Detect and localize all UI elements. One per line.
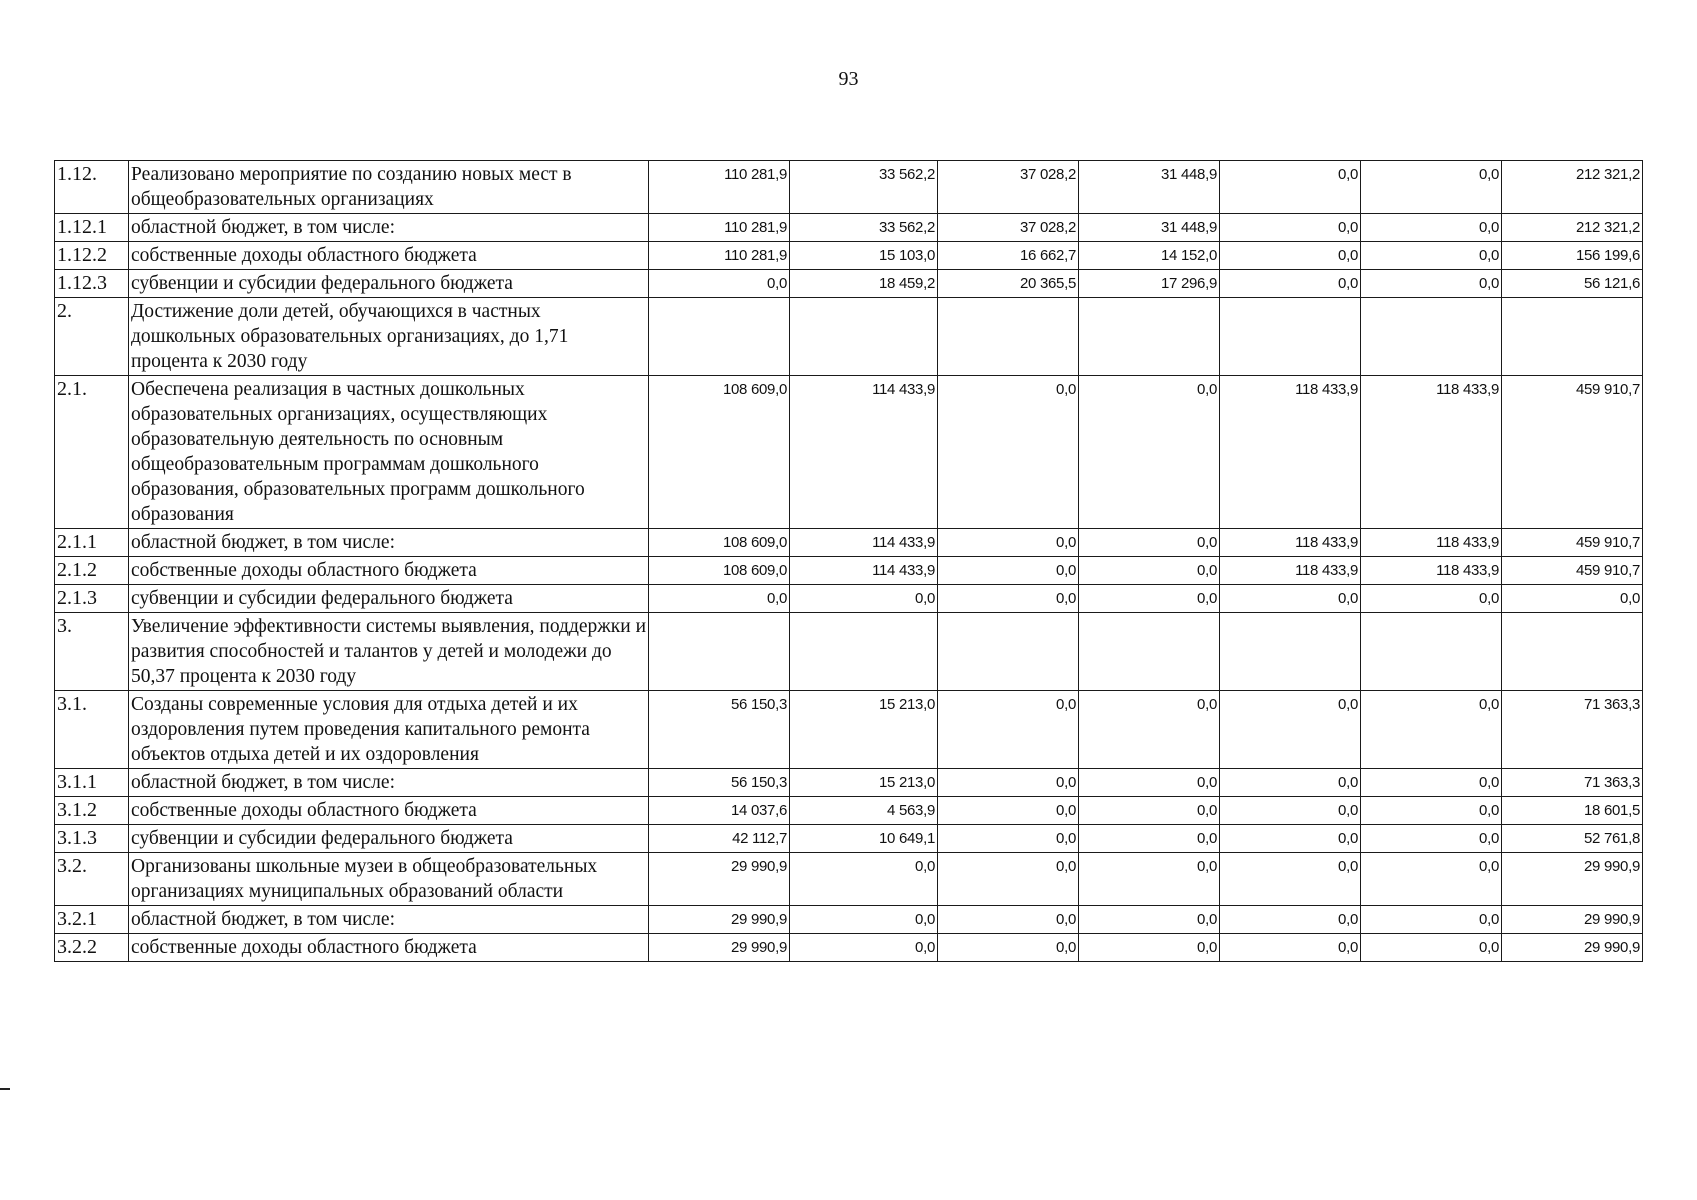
value-cell: 0,0 [649, 585, 790, 613]
budget-table [54, 160, 1643, 962]
value-cell: 0,0 [1079, 557, 1220, 585]
table-row [55, 529, 1643, 557]
value-cell: 14 152,0 [1079, 242, 1220, 270]
value-cell: 42 112,7 [649, 825, 790, 853]
value-cell: 110 281,9 [649, 161, 790, 214]
table-row [55, 825, 1643, 853]
value-cell: 118 433,9 [1361, 376, 1502, 529]
value-cell: 0,0 [938, 853, 1079, 906]
table-row [55, 242, 1643, 270]
value-cell: 0,0 [1220, 769, 1361, 797]
row-description: Реализовано мероприятие по созданию новых мест в общеобразовательных организациях [129, 161, 649, 214]
value-cell: 0,0 [938, 769, 1079, 797]
row-code: 3.2. [55, 853, 129, 906]
row-description: Созданы современные условия для отдыха детей и их оздоровления путем проведения капитального ремонта объектов отдыха детей и их оздоровления [129, 691, 649, 769]
row-code: 1.12. [55, 161, 129, 214]
value-cell: 0,0 [1220, 853, 1361, 906]
row-description: областной бюджет, в том числе: [129, 906, 649, 934]
value-cell: 0,0 [1220, 242, 1361, 270]
row-code: 1.12.3 [55, 270, 129, 298]
row-description: собственные доходы областного бюджета [129, 934, 649, 962]
table-row [55, 585, 1643, 613]
value-cell: 29 990,9 [649, 906, 790, 934]
value-cell: 0,0 [1079, 934, 1220, 962]
value-cell: 56 121,6 [1502, 270, 1643, 298]
value-cell: 459 910,7 [1502, 529, 1643, 557]
value-cell: 29 990,9 [1502, 906, 1643, 934]
value-cell: 4 563,9 [790, 797, 938, 825]
row-description: Достижение доли детей, обучающихся в частных дошкольных образовательных организациях, до 1,71 процента к 2030 году [129, 298, 649, 376]
value-cell: 108 609,0 [649, 529, 790, 557]
value-cell: 0,0 [938, 376, 1079, 529]
value-cell: 15 213,0 [790, 691, 938, 769]
table-row [55, 298, 1643, 376]
value-cell [649, 613, 790, 691]
value-cell: 118 433,9 [1220, 529, 1361, 557]
value-cell: 0,0 [938, 529, 1079, 557]
value-cell: 118 433,9 [1220, 557, 1361, 585]
value-cell: 110 281,9 [649, 242, 790, 270]
value-cell: 37 028,2 [938, 161, 1079, 214]
row-code: 2.1.3 [55, 585, 129, 613]
value-cell: 0,0 [1079, 853, 1220, 906]
value-cell: 14 037,6 [649, 797, 790, 825]
value-cell [1220, 613, 1361, 691]
value-cell: 37 028,2 [938, 214, 1079, 242]
value-cell: 0,0 [1361, 270, 1502, 298]
value-cell: 0,0 [790, 906, 938, 934]
value-cell: 0,0 [1220, 691, 1361, 769]
row-code: 3.1. [55, 691, 129, 769]
value-cell: 110 281,9 [649, 214, 790, 242]
row-description: собственные доходы областного бюджета [129, 557, 649, 585]
row-code: 3. [55, 613, 129, 691]
table-row [55, 797, 1643, 825]
value-cell: 0,0 [1220, 270, 1361, 298]
value-cell: 0,0 [1220, 585, 1361, 613]
value-cell: 0,0 [1361, 825, 1502, 853]
value-cell: 56 150,3 [649, 691, 790, 769]
value-cell: 29 990,9 [649, 853, 790, 906]
value-cell [1502, 298, 1643, 376]
value-cell: 18 459,2 [790, 270, 938, 298]
value-cell: 118 433,9 [1361, 557, 1502, 585]
value-cell: 0,0 [1361, 214, 1502, 242]
value-cell [1079, 613, 1220, 691]
row-description: Увеличение эффективности системы выявления, поддержки и развития способностей и талантов у детей и молодежи до 50,37 процента к 2030 году [129, 613, 649, 691]
value-cell: 0,0 [1220, 906, 1361, 934]
value-cell: 0,0 [1079, 529, 1220, 557]
row-description: собственные доходы областного бюджета [129, 242, 649, 270]
value-cell: 0,0 [1361, 242, 1502, 270]
value-cell: 0,0 [790, 585, 938, 613]
row-description: областной бюджет, в том числе: [129, 529, 649, 557]
value-cell [790, 613, 938, 691]
value-cell: 71 363,3 [1502, 691, 1643, 769]
row-description: собственные доходы областного бюджета [129, 797, 649, 825]
value-cell: 114 433,9 [790, 557, 938, 585]
value-cell: 459 910,7 [1502, 376, 1643, 529]
value-cell: 16 662,7 [938, 242, 1079, 270]
value-cell [790, 298, 938, 376]
value-cell [938, 298, 1079, 376]
value-cell [1361, 298, 1502, 376]
value-cell: 0,0 [1361, 797, 1502, 825]
value-cell: 108 609,0 [649, 557, 790, 585]
page-number: 93 [838, 68, 859, 90]
value-cell: 33 562,2 [790, 214, 938, 242]
row-code: 3.1.2 [55, 797, 129, 825]
value-cell: 56 150,3 [649, 769, 790, 797]
value-cell: 31 448,9 [1079, 161, 1220, 214]
table-row [55, 376, 1643, 529]
table-row [55, 613, 1643, 691]
value-cell: 0,0 [1361, 585, 1502, 613]
value-cell: 0,0 [790, 934, 938, 962]
value-cell: 33 562,2 [790, 161, 938, 214]
row-code: 2. [55, 298, 129, 376]
value-cell: 0,0 [1079, 585, 1220, 613]
value-cell: 15 103,0 [790, 242, 938, 270]
value-cell: 0,0 [938, 906, 1079, 934]
value-cell [1502, 613, 1643, 691]
value-cell: 212 321,2 [1502, 214, 1643, 242]
value-cell: 17 296,9 [1079, 270, 1220, 298]
row-code: 3.1.1 [55, 769, 129, 797]
value-cell: 0,0 [1079, 376, 1220, 529]
value-cell: 0,0 [1079, 825, 1220, 853]
row-code: 3.1.3 [55, 825, 129, 853]
table-row [55, 769, 1643, 797]
value-cell: 0,0 [938, 691, 1079, 769]
table-row [55, 853, 1643, 906]
row-code: 3.2.1 [55, 906, 129, 934]
value-cell: 212 321,2 [1502, 161, 1643, 214]
value-cell: 0,0 [1361, 906, 1502, 934]
value-cell: 0,0 [1361, 934, 1502, 962]
value-cell [649, 298, 790, 376]
row-description: областной бюджет, в том числе: [129, 769, 649, 797]
table-body [55, 161, 1643, 962]
value-cell: 0,0 [1220, 934, 1361, 962]
row-description: Обеспечена реализация в частных дошкольных образовательных организациях, осуществляющих образовательную деятельность по основным общеобразовательным программам дошкольного образования, образовательных программ дошкольного образования [129, 376, 649, 529]
row-code: 1.12.1 [55, 214, 129, 242]
value-cell: 0,0 [1361, 769, 1502, 797]
value-cell: 114 433,9 [790, 376, 938, 529]
value-cell: 0,0 [1220, 214, 1361, 242]
edge-mark [0, 1088, 10, 1090]
row-description: субвенции и субсидии федерального бюджета [129, 825, 649, 853]
value-cell: 29 990,9 [1502, 853, 1643, 906]
value-cell: 0,0 [938, 585, 1079, 613]
value-cell: 29 990,9 [649, 934, 790, 962]
value-cell: 118 433,9 [1361, 529, 1502, 557]
value-cell: 0,0 [1502, 585, 1643, 613]
value-cell: 0,0 [1079, 769, 1220, 797]
value-cell: 0,0 [1079, 691, 1220, 769]
value-cell: 459 910,7 [1502, 557, 1643, 585]
table-row [55, 691, 1643, 769]
value-cell: 0,0 [938, 825, 1079, 853]
row-code: 3.2.2 [55, 934, 129, 962]
value-cell [1361, 613, 1502, 691]
value-cell [938, 613, 1079, 691]
row-description: областной бюджет, в том числе: [129, 214, 649, 242]
value-cell: 31 448,9 [1079, 214, 1220, 242]
value-cell: 0,0 [1220, 825, 1361, 853]
value-cell: 52 761,8 [1502, 825, 1643, 853]
table-row [55, 270, 1643, 298]
value-cell: 0,0 [938, 934, 1079, 962]
row-description: Организованы школьные музеи в общеобразовательных организациях муниципальных образований области [129, 853, 649, 906]
table-row [55, 906, 1643, 934]
value-cell: 0,0 [1361, 691, 1502, 769]
row-description: субвенции и субсидии федерального бюджета [129, 270, 649, 298]
value-cell: 0,0 [1361, 853, 1502, 906]
value-cell: 0,0 [1220, 161, 1361, 214]
row-description: субвенции и субсидии федерального бюджета [129, 585, 649, 613]
table-row [55, 161, 1643, 214]
value-cell: 108 609,0 [649, 376, 790, 529]
value-cell: 114 433,9 [790, 529, 938, 557]
value-cell: 0,0 [1361, 161, 1502, 214]
row-code: 2.1.1 [55, 529, 129, 557]
value-cell: 0,0 [938, 797, 1079, 825]
value-cell: 0,0 [1079, 797, 1220, 825]
value-cell: 71 363,3 [1502, 769, 1643, 797]
value-cell [1220, 298, 1361, 376]
value-cell: 118 433,9 [1220, 376, 1361, 529]
row-code: 1.12.2 [55, 242, 129, 270]
table-row [55, 557, 1643, 585]
value-cell: 18 601,5 [1502, 797, 1643, 825]
value-cell [1079, 298, 1220, 376]
value-cell: 20 365,5 [938, 270, 1079, 298]
value-cell: 0,0 [1079, 906, 1220, 934]
value-cell: 29 990,9 [1502, 934, 1643, 962]
value-cell: 10 649,1 [790, 825, 938, 853]
value-cell: 0,0 [1220, 797, 1361, 825]
row-code: 2.1.2 [55, 557, 129, 585]
table-row [55, 214, 1643, 242]
value-cell: 0,0 [790, 853, 938, 906]
value-cell: 0,0 [649, 270, 790, 298]
row-code: 2.1. [55, 376, 129, 529]
value-cell: 156 199,6 [1502, 242, 1643, 270]
value-cell: 0,0 [938, 557, 1079, 585]
value-cell: 15 213,0 [790, 769, 938, 797]
table-row [55, 934, 1643, 962]
